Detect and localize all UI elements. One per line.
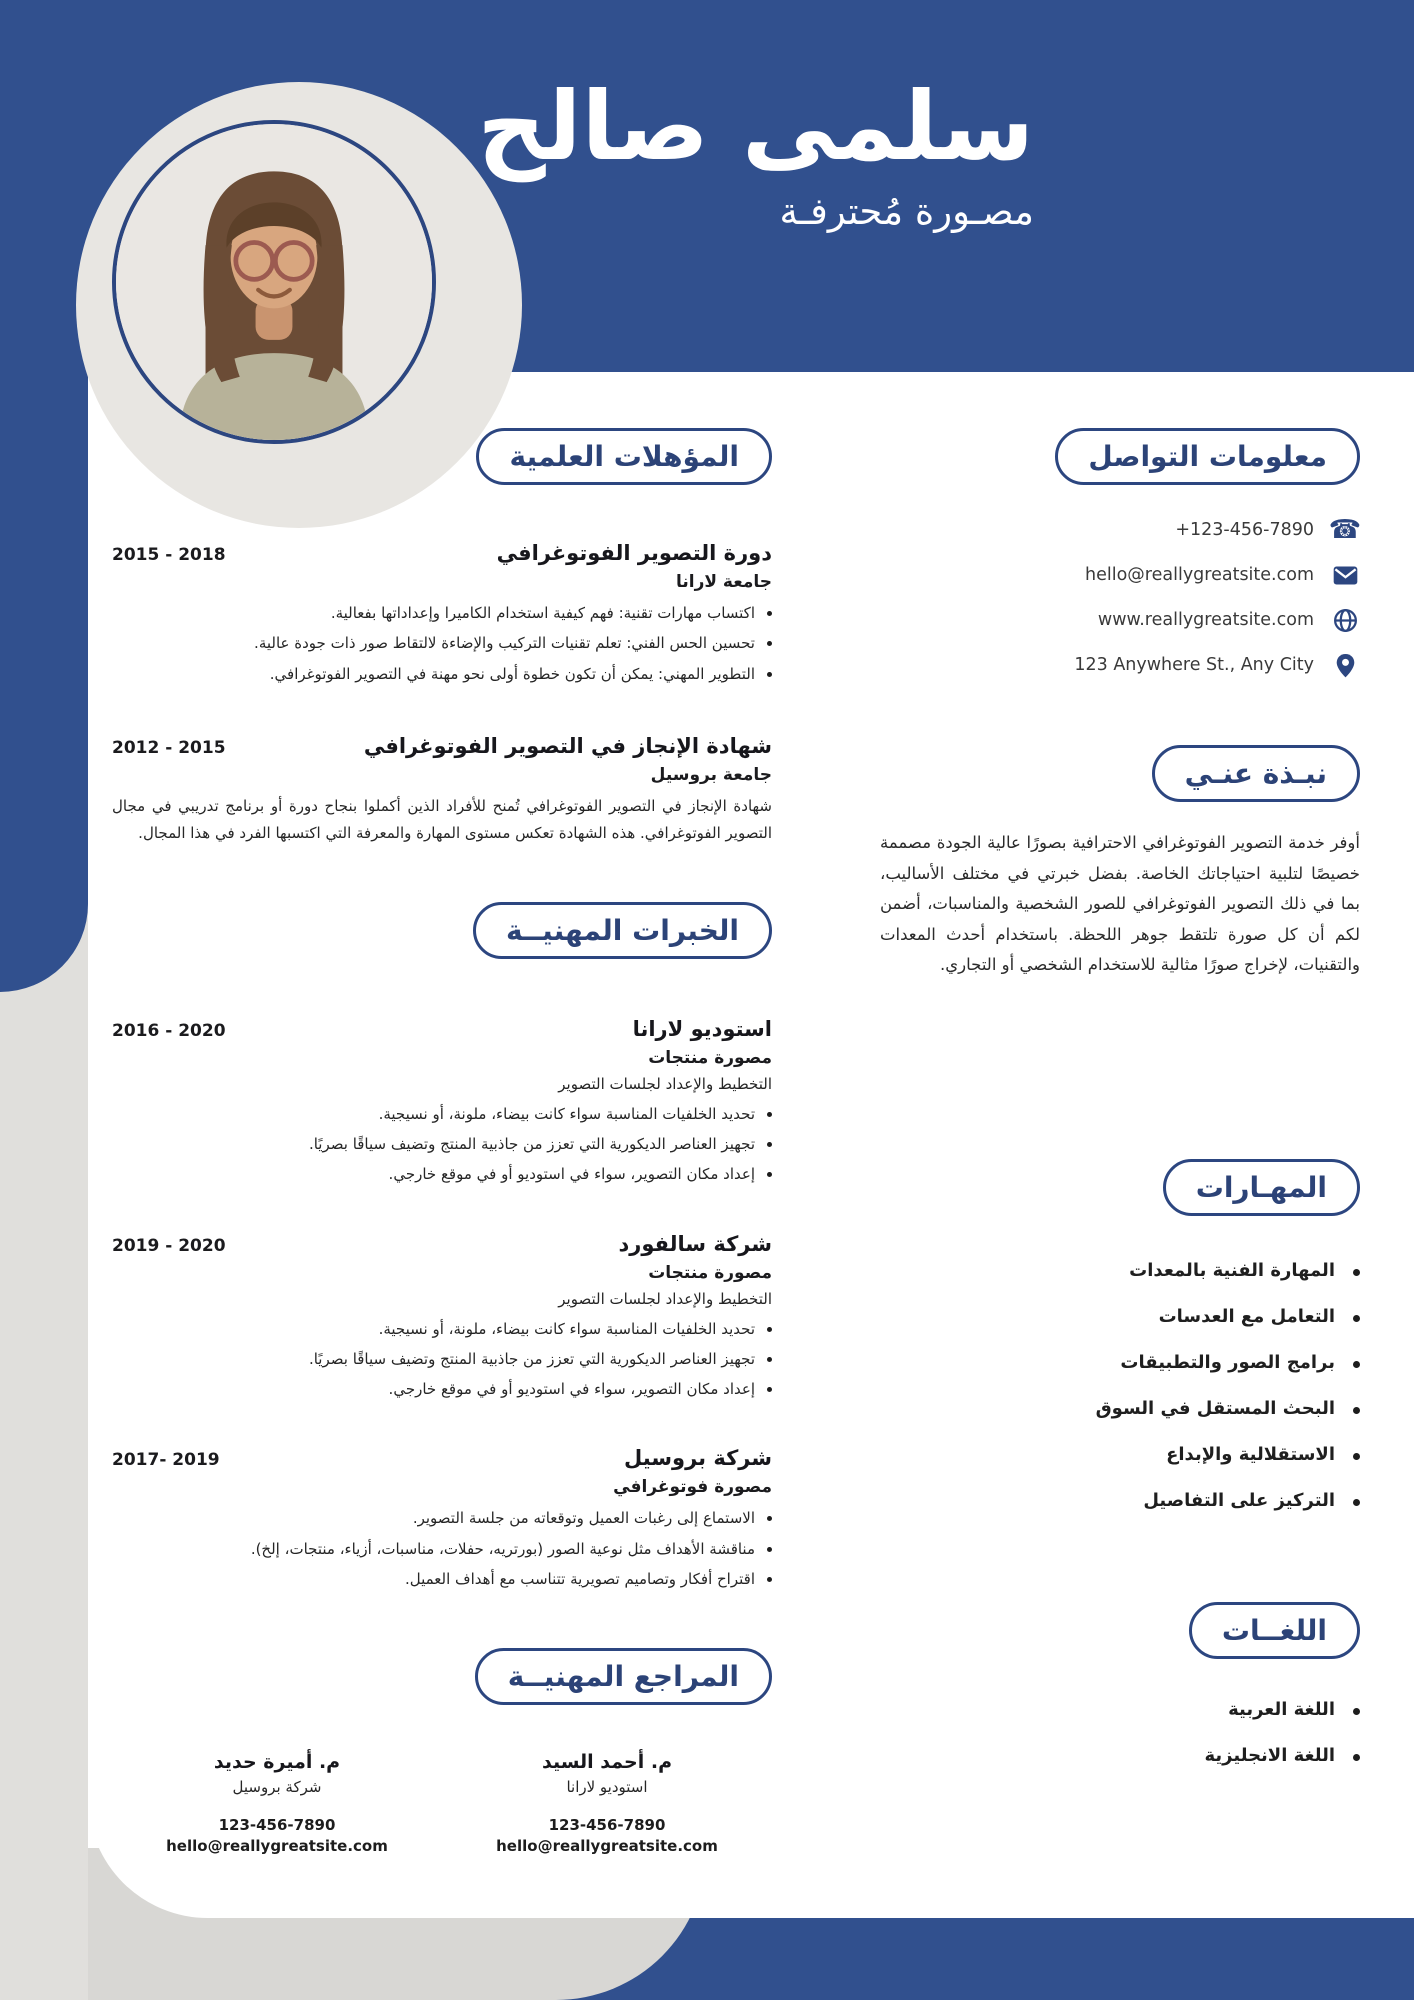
section-heading-education: المؤهلات العلمية — [476, 428, 772, 485]
list-item-text: الاستماع إلى رغبات العميل وتوقعاته من جلسة التصوير. — [412, 1509, 755, 1528]
education-entry — [112, 541, 772, 686]
bullet-dot — [1353, 1453, 1360, 1460]
bullet-dot — [767, 1327, 772, 1332]
list-item-text: تحسين الحس الفني: تعلم تقنيات التركيب والإضاءة لالتقاط صور ذات جودة عالية. — [254, 634, 755, 653]
list-item-text: تحديد الخلفيات المناسبة سواء كانت بيضاء، ملونة، أو نسيجية. — [378, 1319, 755, 1338]
experience-entry — [112, 1017, 772, 1187]
left-blue-strip — [0, 0, 88, 992]
company-name: استوديو لارانا — [632, 1016, 772, 1041]
language-text: اللغة العربية — [1228, 1698, 1335, 1720]
reference-email: hello@reallygreatsite.com — [496, 1837, 718, 1855]
contact-list — [880, 515, 1360, 680]
skill-text: التركيز على التفاصيل — [1143, 1489, 1335, 1511]
list-item-text: إعداد مكان التصوير، سواء في استوديو أو في موقع خارجي. — [388, 1165, 755, 1184]
person-portrait-illustration — [116, 124, 432, 440]
reference-org: استوديو لارانا — [566, 1778, 648, 1796]
contact-row-address — [880, 650, 1360, 680]
bullet-dot — [767, 1112, 772, 1117]
bullet-dot — [1353, 1708, 1360, 1715]
experience-entry — [112, 1446, 772, 1591]
list-item — [112, 632, 772, 655]
bullet-dot — [1353, 1499, 1360, 1506]
skill-text: البحث المستقل في السوق — [1095, 1397, 1335, 1419]
language-text: اللغة الانجليزية — [1204, 1744, 1335, 1766]
language-item — [880, 1745, 1360, 1766]
bullet-dot — [767, 1516, 772, 1521]
bullet-dot — [767, 672, 772, 677]
education-title: شهادة الإنجاز في التصوير الفوتوغرافي — [363, 733, 772, 758]
job-subtitle: التخطيط والإعداد لجلسات التصوير — [558, 1289, 772, 1308]
education-entry — [112, 734, 772, 847]
bullet-dot — [767, 1387, 772, 1392]
list-item-text: تجهيز العناصر الديكورية التي تعزز من جاذبية المنتج وتضيف سياقًا بصريًا. — [308, 1349, 755, 1368]
company-name: شركة سالفورد — [618, 1231, 772, 1256]
experience-dates: 2017- 2019 — [112, 1450, 220, 1471]
skill-item — [880, 1490, 1360, 1511]
section-heading-languages: اللغــات — [1189, 1602, 1360, 1659]
education-org: جامعة بروسيل — [650, 764, 772, 785]
reference-card — [112, 1751, 442, 1855]
list-item-text: التطوير المهني: يمكن أن تكون خطوة أولى نحو مهنة في التصوير الفوتوغرافي. — [269, 664, 755, 683]
list-item — [112, 1538, 772, 1561]
section-heading-skills: المهـارات — [1163, 1159, 1360, 1216]
list-item — [112, 1378, 772, 1401]
section-heading-references: المراجع المهنيــة — [475, 1648, 772, 1705]
contact-value: www.reallygreatsite.com — [1097, 610, 1314, 630]
experience-entry — [112, 1232, 772, 1402]
list-item-text: تجهيز العناصر الديكورية التي تعزز من جاذبية المنتج وتضيف سياقًا بصريًا. — [308, 1135, 755, 1153]
bullet-dot — [1353, 1361, 1360, 1368]
contact-value: 123 Anywhere St., Any City — [1074, 655, 1314, 675]
list-item — [112, 1133, 772, 1156]
bullet-dot — [767, 1142, 772, 1147]
experience-dates: 2019 - 2020 — [112, 1235, 226, 1256]
section-heading-experience: الخبرات المهنيــة — [473, 902, 772, 959]
list-item — [112, 663, 772, 686]
list-item — [112, 1163, 772, 1186]
list-item — [112, 1507, 772, 1530]
bullet-dot — [1353, 1407, 1360, 1414]
reference-phone: 123-456-7890 — [218, 1816, 336, 1834]
list-item-text: اكتساب مهارات تقنية: فهم كيفية استخدام الكاميرا وإعداداتها بفعالية. — [330, 604, 755, 622]
reference-card — [442, 1751, 772, 1855]
sidebar — [880, 428, 1360, 1791]
person-subtitle: مصـورة مُحترفـة — [779, 189, 1034, 233]
list-item-text: تحديد الخلفيات المناسبة سواء كانت بيضاء، ملونة، أو نسيجية. — [378, 1104, 755, 1123]
contact-value: +123-456-7890 — [1175, 520, 1314, 540]
job-role: مصورة منتجات — [648, 1262, 772, 1283]
contact-row-phone — [880, 515, 1360, 545]
contact-row-email — [880, 560, 1360, 590]
job-role: مصورة منتجات — [648, 1047, 772, 1068]
reference-name: م. أميرة حديد — [213, 1751, 341, 1773]
education-dates: 2015 - 2018 — [112, 545, 226, 565]
languages-list — [880, 1699, 1360, 1766]
skill-text: برامج الصور والتطبيقات — [1120, 1351, 1335, 1373]
bullet-dot — [1353, 1754, 1360, 1761]
company-name: شركة بروسيل — [624, 1446, 772, 1471]
location-pin-icon — [1330, 650, 1360, 680]
bullet-dot — [767, 1547, 772, 1552]
education-org: جامعة لارانا — [675, 572, 772, 592]
reference-email: hello@reallygreatsite.com — [166, 1837, 388, 1855]
bullet-dot — [767, 1357, 772, 1362]
profile-photo — [112, 120, 436, 444]
job-subtitle: التخطيط والإعداد لجلسات التصوير — [558, 1074, 772, 1093]
section-heading-contact: معلومات التواصل — [1055, 428, 1360, 485]
about-text: أوفر خدمة التصوير الفوتوغرافي الاحترافية بصورًا عالية الجودة مصممة خصيصًا لتلبية احتياجاتك الخاصة. بفضل خبرتي في مختلف الأساليب، بما في ذلك التصوير الفوتوغرافي للصور الشخصية والمناسبات، أضمن لكم أن كل صورة تلتقط جوهر اللحظة. باستخدام أحدث المعدات والتقنيات، لإخراج صورًا مثالية للاستخدام الشخصي أو التجاري. — [880, 833, 1360, 975]
skill-item — [880, 1352, 1360, 1373]
language-item — [880, 1699, 1360, 1720]
references-row — [112, 1751, 772, 1855]
skill-text: الاستقلالية والإبداع — [1166, 1443, 1335, 1465]
job-role: مصورة فوتوغرافي — [613, 1477, 772, 1498]
list-item-text: إعداد مكان التصوير، سواء في استوديو أو في موقع خارجي. — [388, 1380, 755, 1398]
bullet-dot — [1353, 1269, 1360, 1276]
skill-item — [880, 1306, 1360, 1327]
skill-item — [880, 1444, 1360, 1465]
main-column — [112, 428, 772, 1855]
list-item — [112, 1568, 772, 1591]
reference-phone: 123-456-7890 — [548, 1816, 666, 1834]
skill-text: التعامل مع العدسات — [1158, 1305, 1335, 1327]
education-description: شهادة الإنجاز في التصوير الفوتوغرافي تُمنح للأفراد الذين أكملوا بنجاح دورة أو برنامج تدريبي في مجال التصوير الفوتوغرافي. هذه الشهادة تعكس مستوى المهارة والمعرفة التي اكتسبها الفرد في هذا المجال. — [112, 796, 772, 842]
phone-icon: ☎ — [1328, 515, 1362, 545]
bullet-dot — [767, 641, 772, 646]
left-gray-strip — [0, 880, 88, 2000]
list-item — [112, 1103, 772, 1126]
list-item — [112, 602, 772, 625]
education-dates: 2012 - 2015 — [112, 737, 226, 758]
bullet-dot — [1353, 1315, 1360, 1322]
skill-item — [880, 1398, 1360, 1419]
envelope-icon — [1330, 560, 1360, 590]
education-title: دورة التصوير الفوتوغرافي — [496, 541, 772, 565]
contact-row-website — [880, 605, 1360, 635]
skill-item — [880, 1260, 1360, 1281]
experience-dates: 2016 - 2020 — [112, 1020, 226, 1041]
page-title: سلمى صالح — [477, 72, 1034, 182]
bullet-dot — [767, 611, 772, 616]
reference-org: شركة بروسيل — [232, 1778, 322, 1796]
section-heading-about: نبـذة عنـي — [1152, 745, 1360, 802]
list-item-text: اقتراح أفكار وتصاميم تصويرية تتناسب مع أهداف العميل. — [404, 1569, 755, 1588]
reference-name: م. أحمد السيد — [541, 1751, 672, 1773]
globe-icon — [1330, 605, 1360, 635]
bullet-dot — [767, 1172, 772, 1177]
bullet-dot — [767, 1577, 772, 1582]
header — [477, 72, 1034, 233]
contact-value: hello@reallygreatsite.com — [1085, 565, 1314, 585]
list-item — [112, 1318, 772, 1341]
list-item — [112, 1348, 772, 1371]
skill-text: المهارة الفنية بالمعدات — [1129, 1259, 1335, 1281]
skills-list — [880, 1260, 1360, 1511]
list-item-text: مناقشة الأهداف مثل نوعية الصور (بورتريه، حفلات، مناسبات، أزياء، منتجات، إلخ). — [250, 1539, 755, 1558]
